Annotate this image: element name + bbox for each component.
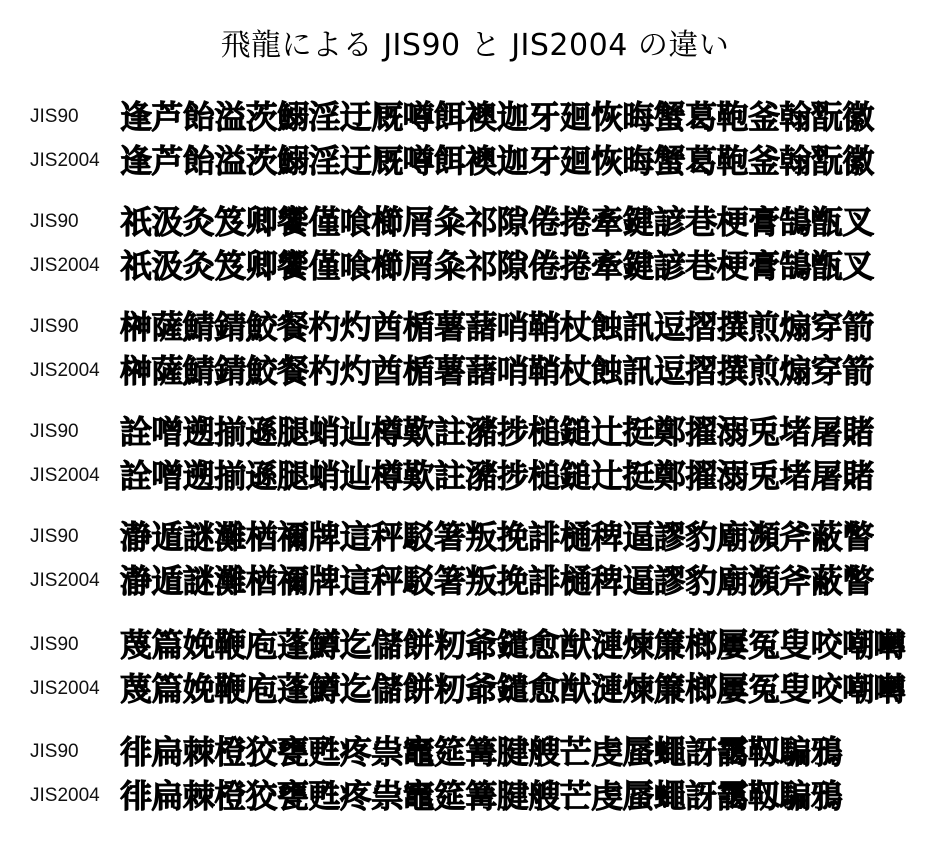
jis90-row xyxy=(0,412,950,452)
glyph-sample: 榊薩鯖錆鮫餐杓灼酋楯薯藷哨鞘杖蝕訊逗摺撰煎煽穿箭 xyxy=(120,308,874,346)
jis2004-row xyxy=(0,141,950,181)
page-title: 飛龍による JIS90 と JIS2004 の違い xyxy=(220,28,730,63)
glyph-sample: 徘扁棘橙狡甕甦疼祟竈筵篝腱艘芒虔蜃蠅訝靄靱騙鴉 xyxy=(120,733,843,771)
row-label: JIS90 xyxy=(30,741,79,762)
glyph-sample: 詮噌遡揃遜腿蛸辿樽歎註瀦捗槌鎚辻挺鄭擢溺兎堵屠賭 xyxy=(120,413,874,451)
jis2004-row xyxy=(0,351,950,391)
row-label: JIS2004 xyxy=(30,150,100,171)
row-label: JIS2004 xyxy=(30,465,100,486)
jis90-row xyxy=(0,307,950,347)
glyph-sample: 蔑篇娩鞭庖蓬鱒迄儲餅籾爺鑓愈猷漣煉簾榔屢冤叟咬嘲囀 xyxy=(120,670,906,708)
row-label: JIS90 xyxy=(30,211,79,232)
row-label: JIS2004 xyxy=(30,785,100,806)
glyph-sample: 徘扁棘橙狡甕甦疼祟竈筵篝腱艘芒虔蜃蠅訝靄靱騙鴉 xyxy=(120,777,843,815)
row-label: JIS2004 xyxy=(30,570,100,591)
row-label: JIS90 xyxy=(30,421,79,442)
jis2004-row xyxy=(0,456,950,496)
row-label: JIS90 xyxy=(30,634,79,655)
row-label: JIS2004 xyxy=(30,360,100,381)
jis2004-row xyxy=(0,669,950,709)
jis2004-row xyxy=(0,561,950,601)
glyph-sample: 祇汲灸笈卿饗僅喰櫛屑粂祁隙倦捲牽鍵諺巷梗膏鵠甑叉 xyxy=(120,203,874,241)
jis90-row xyxy=(0,625,950,665)
jis2004-row xyxy=(0,776,950,816)
jis90-row xyxy=(0,732,950,772)
jis90-row xyxy=(0,202,950,242)
glyph-sample: 逢芦飴溢茨鰯淫迂厩噂餌襖迦牙廻恢晦蟹葛鞄釜翰翫徽 xyxy=(120,98,874,136)
jis90-row xyxy=(0,517,950,557)
glyph-sample: 瀞遁謎灘楢禰牌這秤駁箸叛挽誹樋稗逼謬豹廟瀕斧蔽瞥 xyxy=(120,562,874,600)
glyph-sample: 瀞遁謎灘楢禰牌這秤駁箸叛挽誹樋稗逼謬豹廟瀕斧蔽瞥 xyxy=(120,518,874,556)
jis90-row xyxy=(0,97,950,137)
row-label: JIS90 xyxy=(30,526,79,547)
jis2004-row xyxy=(0,246,950,286)
row-label: JIS2004 xyxy=(30,255,100,276)
row-label: JIS90 xyxy=(30,106,79,127)
glyph-sample: 蔑篇娩鞭庖蓬鱒迄儲餅籾爺鑓愈猷漣煉簾榔屢冤叟咬嘲囀 xyxy=(120,626,906,664)
glyph-sample: 祇汲灸笈卿饗僅喰櫛屑粂祁隙倦捲牽鍵諺巷梗膏鵠甑叉 xyxy=(120,247,874,285)
row-label: JIS2004 xyxy=(30,678,100,699)
glyph-sample: 逢芦飴溢茨鰯淫迂厩噂餌襖迦牙廻恢晦蟹葛鞄釜翰翫徽 xyxy=(120,142,874,180)
glyph-sample: 詮噌遡揃遜腿蛸辿樽歎註瀦捗槌鎚辻挺鄭擢溺兎堵屠賭 xyxy=(120,457,874,495)
row-label: JIS90 xyxy=(30,316,79,337)
glyph-sample: 榊薩鯖錆鮫餐杓灼酋楯薯藷哨鞘杖蝕訊逗摺撰煎煽穿箭 xyxy=(120,352,874,390)
